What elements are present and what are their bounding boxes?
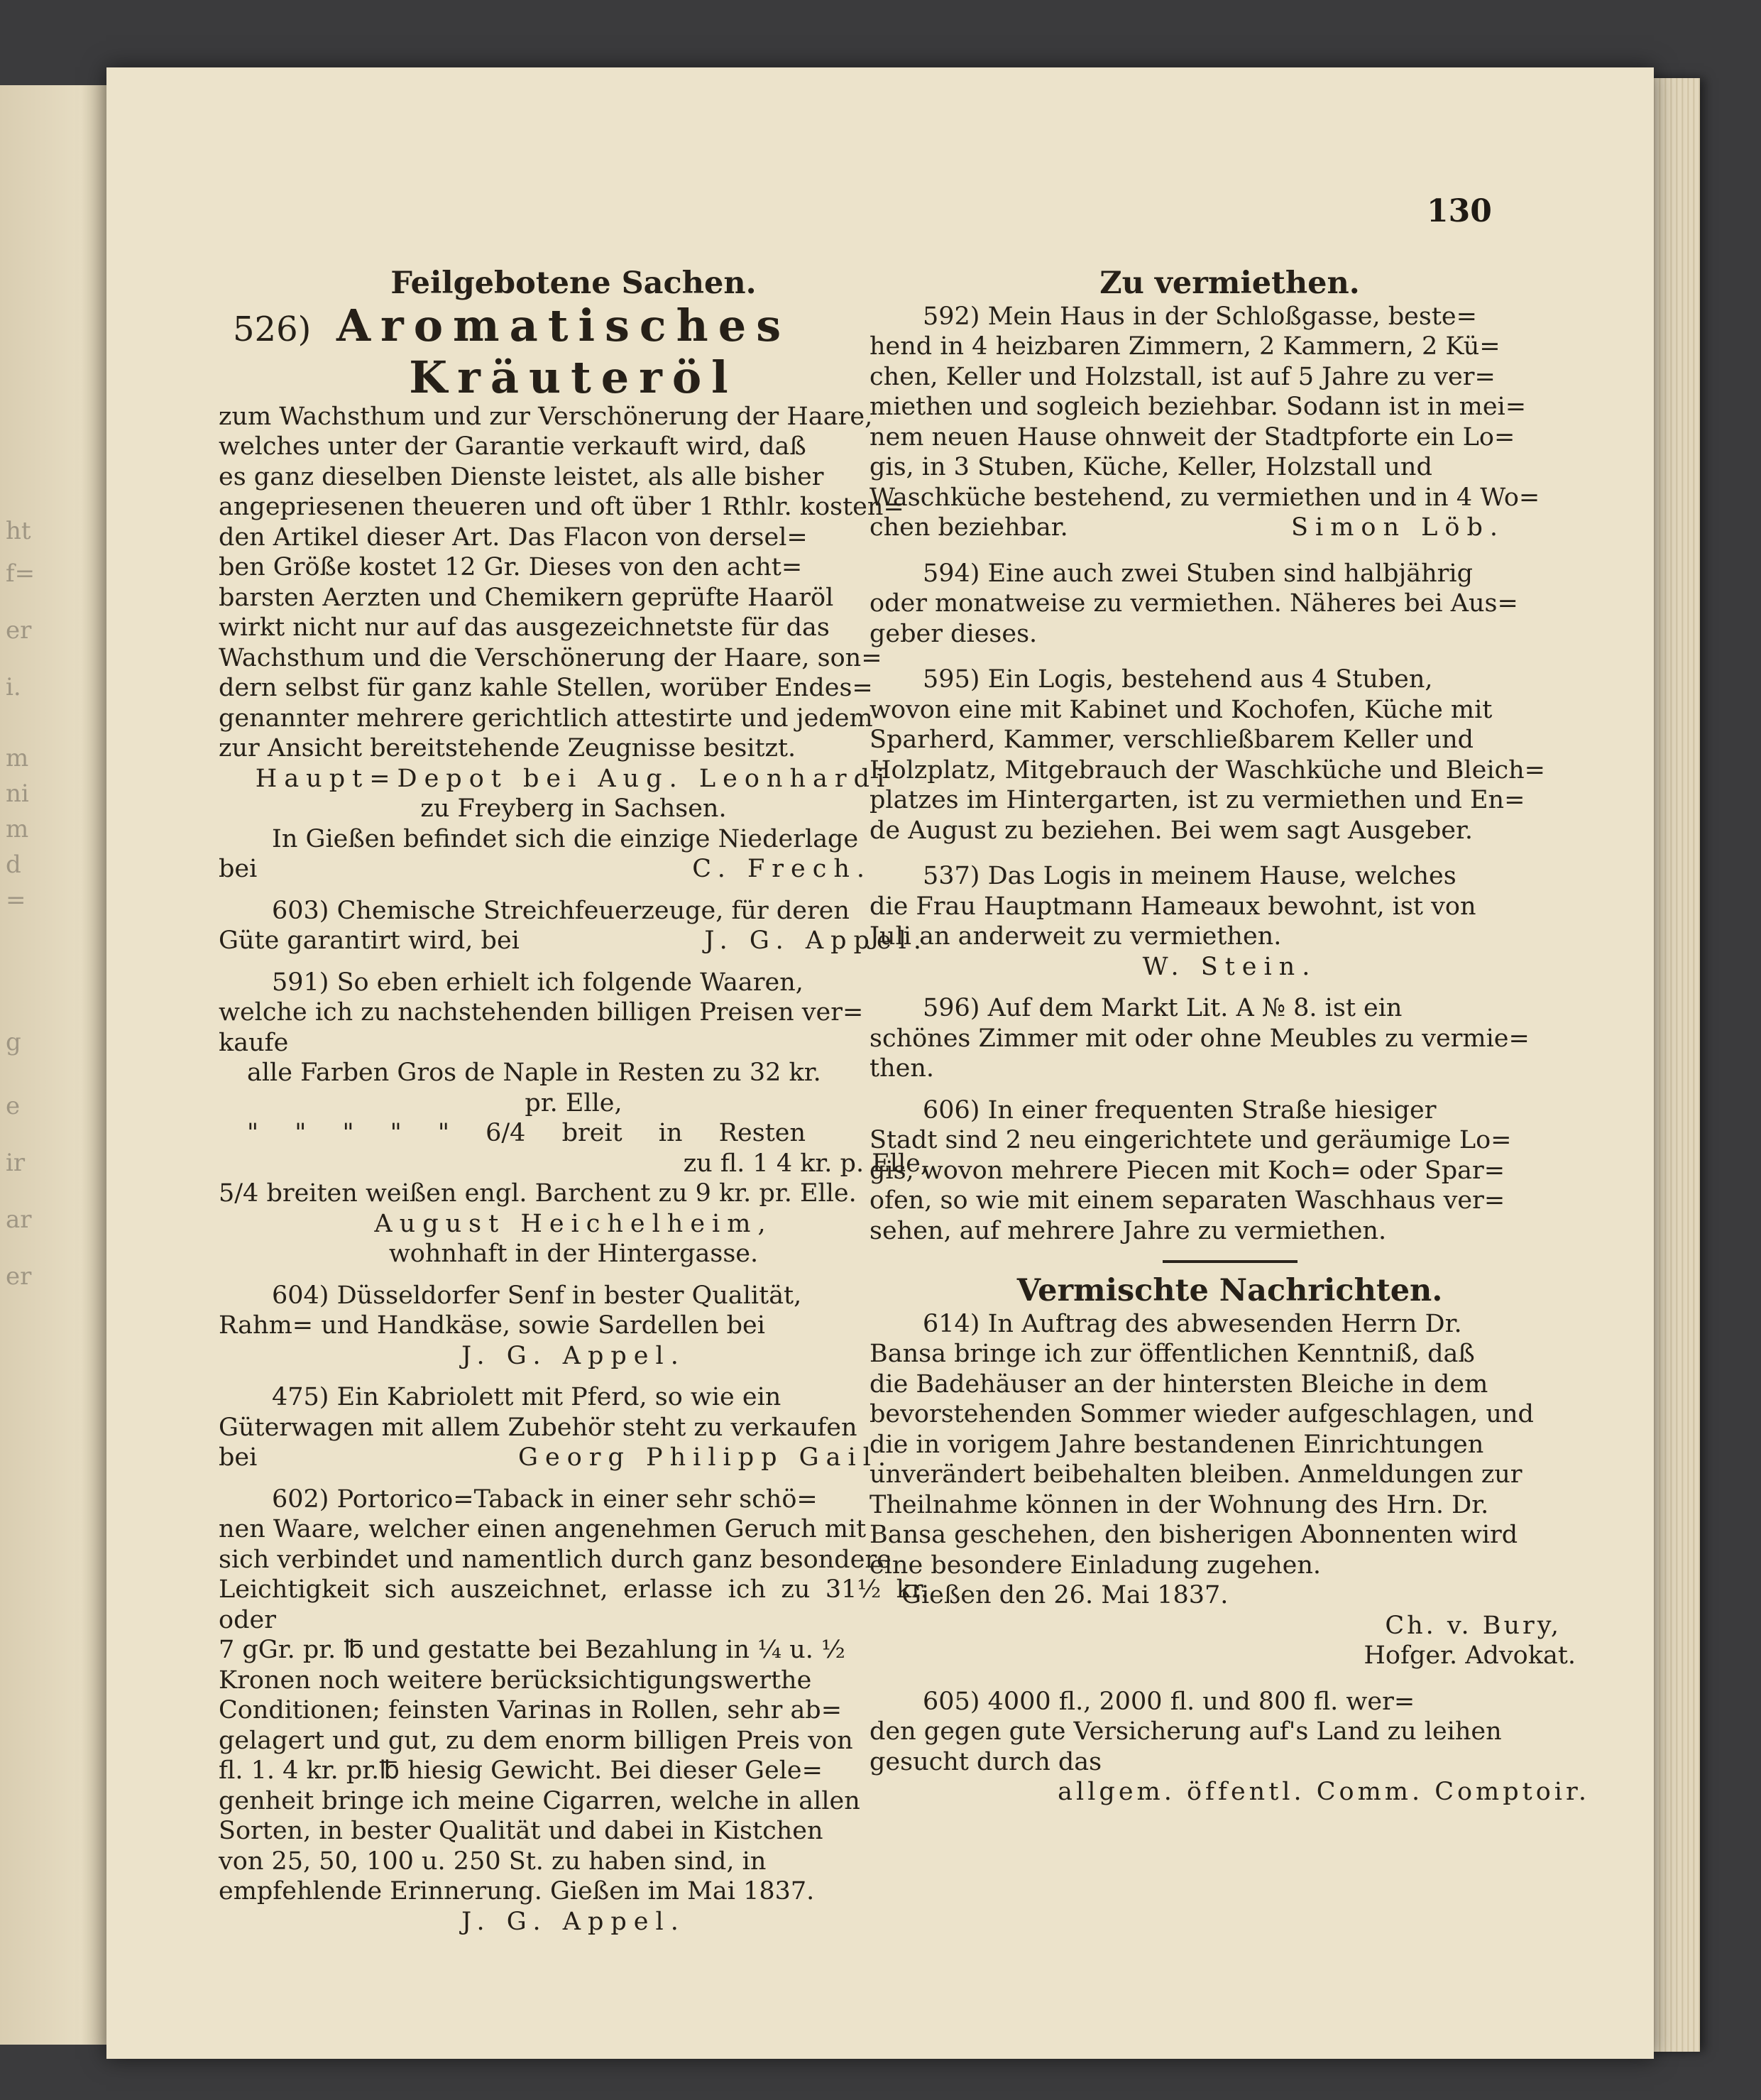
left-page-fragment: g: [6, 1028, 21, 1056]
left-page-fragment: =: [6, 886, 26, 914]
left-page-fragment: i.: [6, 673, 21, 701]
text-line: die Frau Hauptmann Hameaux bewohnt, ist von: [869, 892, 1476, 921]
text-line: Wachsthum und die Verschönerung der Haare, son=: [219, 643, 882, 672]
left-page-fragment: er: [6, 616, 32, 645]
text-line: 591) So eben erhielt ich folgende Waaren,: [272, 968, 803, 997]
ad-526-title2: Kräuteröl: [409, 351, 738, 403]
signature: J. G. Appel.: [704, 926, 928, 955]
text-line: sich verbindet und namentlich durch ganz besondere: [219, 1545, 892, 1574]
text-line: nem neuen Hause ohnweit der Stadtpforte ein Lo=: [869, 422, 1515, 452]
text-line: 605) 4000 fl., 2000 fl. und 800 fl. wer=: [923, 1687, 1415, 1716]
text-line: 537) Das Logis in meinem Hause, welches: [923, 862, 1456, 890]
text-line: Gießen den 26. Mai 1837.: [901, 1581, 1229, 1609]
text-line: Conditionen; feinsten Varinas in Rollen, sehr ab=: [219, 1696, 843, 1724]
section-heading-misc: Vermischte Nachrichten.: [1016, 1273, 1443, 1308]
text-line: bevorstehenden Sommer wieder aufgeschlagen, und: [869, 1400, 1534, 1428]
ad-number: 526): [233, 309, 312, 349]
text-line: In Gießen befindet sich die einzige Niederlage: [272, 824, 859, 853]
text-line: de August zu beziehen. Bei wem sagt Ausgeber.: [869, 816, 1473, 845]
ad-475: [219, 1382, 928, 1473]
text-line: ofen, so wie mit einem separaten Waschhaus ver=: [869, 1186, 1505, 1215]
text-line: Stadt sind 2 neu eingerichtete und geräumige Lo=: [869, 1126, 1512, 1154]
text-line: 596) Auf dem Markt Lit. A № 8. ist ein: [923, 994, 1403, 1022]
left-page-fragment: ht: [6, 517, 31, 545]
text-line: eine besondere Einladung zugehen.: [869, 1551, 1322, 1580]
ad-603: [219, 896, 928, 956]
text-line: Haupt=Depot bei Aug. Leonhardi: [255, 764, 892, 793]
text-line: gis, wovon mehrere Piecen mit Koch= oder Spar=: [869, 1156, 1505, 1185]
text-line: 5/4 breiten weißen engl. Barchent zu 9 kr. pr. Elle.: [219, 1179, 857, 1208]
text-line: Bansa geschehen, den bisherigen Abonnenten wird: [869, 1521, 1518, 1549]
text-line: zu Freyberg in Sachsen.: [420, 794, 727, 823]
text-line: zur Ansicht bereitstehende Zeugnisse besitzt.: [219, 734, 796, 762]
text-line: die Badehäuser an der hintersten Bleiche in dem: [869, 1369, 1488, 1399]
text-line: empfehlende Erinnerung. Gießen im Mai 1837.: [219, 1877, 815, 1905]
text-line: [219, 926, 928, 956]
text-line: gesucht durch das: [869, 1747, 1102, 1776]
text-line: 595) Ein Logis, bestehend aus 4 Stuben,: [923, 665, 1433, 694]
text-line: welche ich zu nachstehenden billigen Preisen ver=: [219, 998, 864, 1027]
ad-594: [869, 559, 1590, 650]
text-line: dern selbst für ganz kahle Stellen, worüber Endes=: [219, 674, 873, 702]
text-line: 614) In Auftrag des abwesenden Herrn Dr.: [923, 1309, 1462, 1338]
text-line: den gegen gute Versicherung auf's Land zu leihen: [869, 1717, 1502, 1746]
text-line: sehen, auf mehrere Jahre zu vermiethen.: [869, 1216, 1387, 1245]
ad-526: [219, 299, 928, 885]
text-line: barsten Aerzten und Chemikern geprüfte Haaröl: [219, 583, 834, 612]
section-heading-for-rent: Zu vermiethen.: [1099, 266, 1360, 301]
text-line: 594) Eine auch zwei Stuben sind halbjährig: [923, 559, 1474, 588]
ad-606: [869, 1095, 1590, 1247]
text-line: Kronen noch weitere berücksichtigungswerthe: [219, 1666, 812, 1695]
text-line: 7 gGr. pr. ℔ und gestatte bei Bezahlung in ¼ u. ½: [219, 1636, 845, 1664]
left-page-fragment: ir: [6, 1149, 26, 1177]
text-line: then.: [869, 1054, 934, 1083]
text-line: ben Größe kostet 12 Gr. Dieses von den acht=: [219, 553, 803, 581]
ad-526-title-line1: [233, 299, 928, 354]
text-line: Waschküche bestehend, zu vermiethen und in 4 Wo=: [869, 483, 1540, 512]
text-line: fl. 1. 4 kr. pr.℔ hiesig Gewicht. Bei dieser Gele=: [219, 1756, 823, 1785]
left-page-fragment: ar: [6, 1205, 32, 1234]
text-line: oder monatweise zu vermiethen. Näheres bei Aus=: [869, 589, 1518, 618]
text-line: 475) Ein Kabriolett mit Pferd, so wie ein: [272, 1383, 781, 1411]
text-line: [219, 854, 928, 885]
text-line: es ganz dieselben Dienste leistet, als alle bisher: [219, 462, 824, 491]
text-line: Leichtigkeit sich auszeichnet, erlasse ich zu 31½ kr. oder: [219, 1575, 928, 1634]
text-line: gelagert und gut, zu dem enorm billigen Preis von: [219, 1726, 853, 1755]
ad-591: [219, 968, 928, 1269]
text-fragment: Güte garantirt wird, bei: [219, 926, 520, 955]
text-line: hend in 4 heizbaren Zimmern, 2 Kammern, 2 Kü=: [869, 332, 1501, 361]
left-page-fragment: e: [6, 1092, 21, 1120]
text-line: Bansa bringe ich zur öffentlichen Kenntniß, daß: [869, 1340, 1475, 1368]
left-page-fragment: m: [6, 744, 29, 772]
text-line: nen Waare, welcher einen angenehmen Geruch mit: [219, 1515, 867, 1543]
left-page-fragment: ni: [6, 780, 29, 808]
left-column: [219, 268, 928, 1937]
text-line: wohnhaft in der Hintergasse.: [388, 1240, 759, 1268]
ad-592: [869, 302, 1590, 543]
text-line: kaufe: [219, 1028, 289, 1057]
newspaper-page: [106, 67, 1654, 2059]
signature: allgem. öffentl. Comm. Comptoir.: [1058, 1778, 1590, 1806]
text-line: wovon eine mit Kabinet und Kochofen, Küche mit: [869, 695, 1493, 724]
left-page-fragment: d: [6, 851, 21, 879]
ad-605: [869, 1687, 1590, 1808]
text-line: Theilnahme können in der Wohnung des Hrn. Dr.: [869, 1490, 1489, 1519]
signature: J. G. Appel.: [461, 1907, 686, 1936]
signature: Georg Philipp Gail.: [518, 1443, 893, 1472]
text-line: platzes im Hintergarten, ist zu vermiethen und En=: [869, 786, 1525, 814]
text-line: gis, in 3 Stuben, Küche, Keller, Holzstall und: [869, 453, 1432, 481]
section-divider: [1163, 1260, 1298, 1263]
ad-614: [869, 1309, 1590, 1671]
text-fragment: bei: [219, 855, 258, 883]
signature: August Heichelheim,: [374, 1209, 773, 1238]
signature: C. Frech.: [692, 855, 872, 883]
text-fragment: chen beziehbar.: [869, 513, 1068, 542]
ad-602: [219, 1484, 928, 1937]
text-line: Sparherd, Kammer, verschließbarem Keller und: [869, 726, 1474, 754]
ad-595: [869, 665, 1590, 846]
text-line: 604) Düsseldorfer Senf in bester Qualität,: [272, 1281, 802, 1310]
text-line: Sorten, in bester Qualität und dabei in Kistchen: [219, 1817, 823, 1845]
ad-604: [219, 1281, 928, 1372]
signature: W. Stein.: [1142, 952, 1317, 981]
text-line: angepriesenen theueren und oft über 1 Rthlr. kosten=: [219, 493, 904, 521]
signature: Ch. v. Bury,: [1385, 1611, 1562, 1640]
text-line: Juli an anderweit zu vermiethen.: [869, 922, 1282, 951]
text-line: 602) Portorico=Taback in einer sehr schö=: [272, 1484, 818, 1514]
text-line: den Artikel dieser Art. Das Flacon von dersel=: [219, 523, 808, 552]
text-fragment: bei: [219, 1443, 258, 1472]
text-line: [219, 1443, 928, 1473]
left-page-fragment: f=: [6, 559, 35, 588]
left-page-fragment: er: [6, 1262, 32, 1291]
text-line: von 25, 50, 100 u. 250 St. zu haben sind, in: [219, 1847, 767, 1876]
text-line: chen, Keller und Holzstall, ist auf 5 Jahre zu ver=: [869, 362, 1496, 391]
text-line: miethen und sogleich beziehbar. Sodann ist in mei=: [869, 393, 1527, 421]
text-line: unverändert beibehalten bleiben. Anmeldungen zur: [869, 1460, 1523, 1489]
text-line: " " " " " 6/4 breit in Resten: [247, 1119, 806, 1147]
text-line: [869, 513, 1590, 543]
text-line: Holzplatz, Mitgebrauch der Waschküche und Bleich=: [869, 755, 1545, 784]
text-line: alle Farben Gros de Naple in Resten zu 32 kr.: [247, 1059, 821, 1087]
text-line: Güterwagen mit allem Zubehör steht zu verkaufen: [219, 1413, 857, 1442]
text-line: 592) Mein Haus in der Schloßgasse, beste=: [923, 302, 1477, 331]
text-line: 603) Chemische Streichfeuerzeuge, für deren: [272, 896, 850, 925]
ad-537: [869, 861, 1590, 982]
text-line: Hofger. Advokat.: [1364, 1641, 1576, 1670]
left-page-fragment: m: [6, 815, 29, 843]
text-line: geber dieses.: [869, 619, 1038, 648]
signature: Simon Löb.: [1291, 513, 1505, 542]
page-number: 130: [1427, 193, 1492, 229]
text-line: 606) In einer frequenten Straße hiesiger: [923, 1095, 1437, 1125]
right-column: [869, 268, 1590, 1808]
text-line: schönes Zimmer mit oder ohne Meubles zu vermie=: [869, 1024, 1530, 1053]
text-line: Rahm= und Handkäse, sowie Sardellen bei: [219, 1311, 765, 1340]
text-line: genannter mehrere gerichtlich attestirte und jedem: [219, 704, 873, 733]
ad-526-title1: Aromatisches: [336, 299, 791, 351]
section-heading-for-sale: Feilgebotene Sachen.: [390, 266, 757, 301]
text-line: genheit bringe ich meine Cigarren, welche in allen: [219, 1786, 860, 1815]
text-line: pr. Elle,: [525, 1088, 622, 1117]
ad-596: [869, 993, 1590, 1084]
text-line: welches unter der Garantie verkauft wird, daß: [219, 432, 806, 461]
text-line: zu fl. 1 4 kr. p. Elle,: [683, 1149, 928, 1178]
text-line: wirkt nicht nur auf das ausgezeichnetste für das: [219, 613, 830, 642]
text-line: die in vorigem Jahre bestandenen Einrichtungen: [869, 1430, 1484, 1459]
signature: J. G. Appel.: [461, 1341, 686, 1370]
text-line: zum Wachsthum und zur Verschönerung der Haare,: [219, 402, 873, 431]
